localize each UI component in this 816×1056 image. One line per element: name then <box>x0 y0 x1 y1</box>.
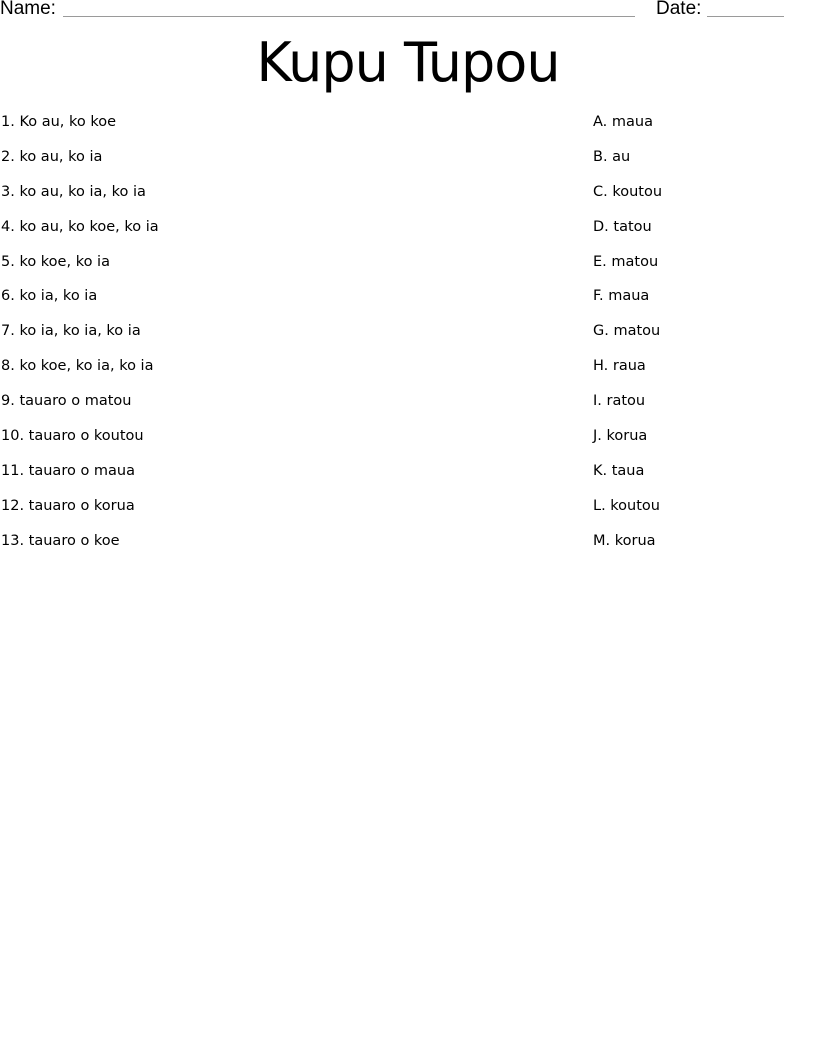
answer-item: F. maua <box>593 288 650 305</box>
question-item: 2. ko au, ko ia <box>1 148 103 165</box>
answer-item: M. korua <box>593 532 656 549</box>
question-item: 9. tauaro o matou <box>1 393 132 410</box>
answer-item: C. koutou <box>593 183 663 200</box>
question-item: 11. tauaro o maua <box>1 462 136 479</box>
question-item: 1. Ko au, ko koe <box>1 114 117 130</box>
page-title: Kupu Tupou <box>256 31 560 94</box>
answer-list <box>593 112 813 566</box>
question-item: 12. tauaro o korua <box>1 497 135 514</box>
question-item: 13. tauaro o koe <box>1 532 120 549</box>
answer-item: E. matou <box>593 253 659 270</box>
question-item: 3. ko au, ko ia, ko ia <box>1 183 146 200</box>
question-item: 4. ko au, ko koe, ko ia <box>1 218 159 235</box>
answer-item: B. au <box>593 148 631 165</box>
answer-item: A. maua <box>593 114 653 130</box>
name-label: Name: <box>0 0 56 19</box>
answer-item: L. koutou <box>593 497 660 514</box>
answer-item: H. raua <box>593 358 646 375</box>
question-list <box>1 112 561 566</box>
question-item: 6. ko ia, ko ia <box>1 288 98 305</box>
answer-item: G. matou <box>593 323 661 340</box>
answer-item: D. tatou <box>593 218 652 235</box>
question-item: 10. tauaro o koutou <box>1 428 144 445</box>
name-field-line[interactable] <box>63 16 635 17</box>
question-item: 8. ko koe, ko ia, ko ia <box>1 358 154 375</box>
question-item: 5. ko koe, ko ia <box>1 253 110 270</box>
worksheet-header <box>0 0 816 24</box>
answer-item: I. ratou <box>593 393 646 410</box>
answer-item: K. taua <box>593 462 645 479</box>
answer-item: J. korua <box>593 428 648 445</box>
date-label: Date: <box>656 0 702 19</box>
question-item: 7. ko ia, ko ia, ko ia <box>1 323 141 340</box>
date-field-line[interactable] <box>707 16 784 17</box>
